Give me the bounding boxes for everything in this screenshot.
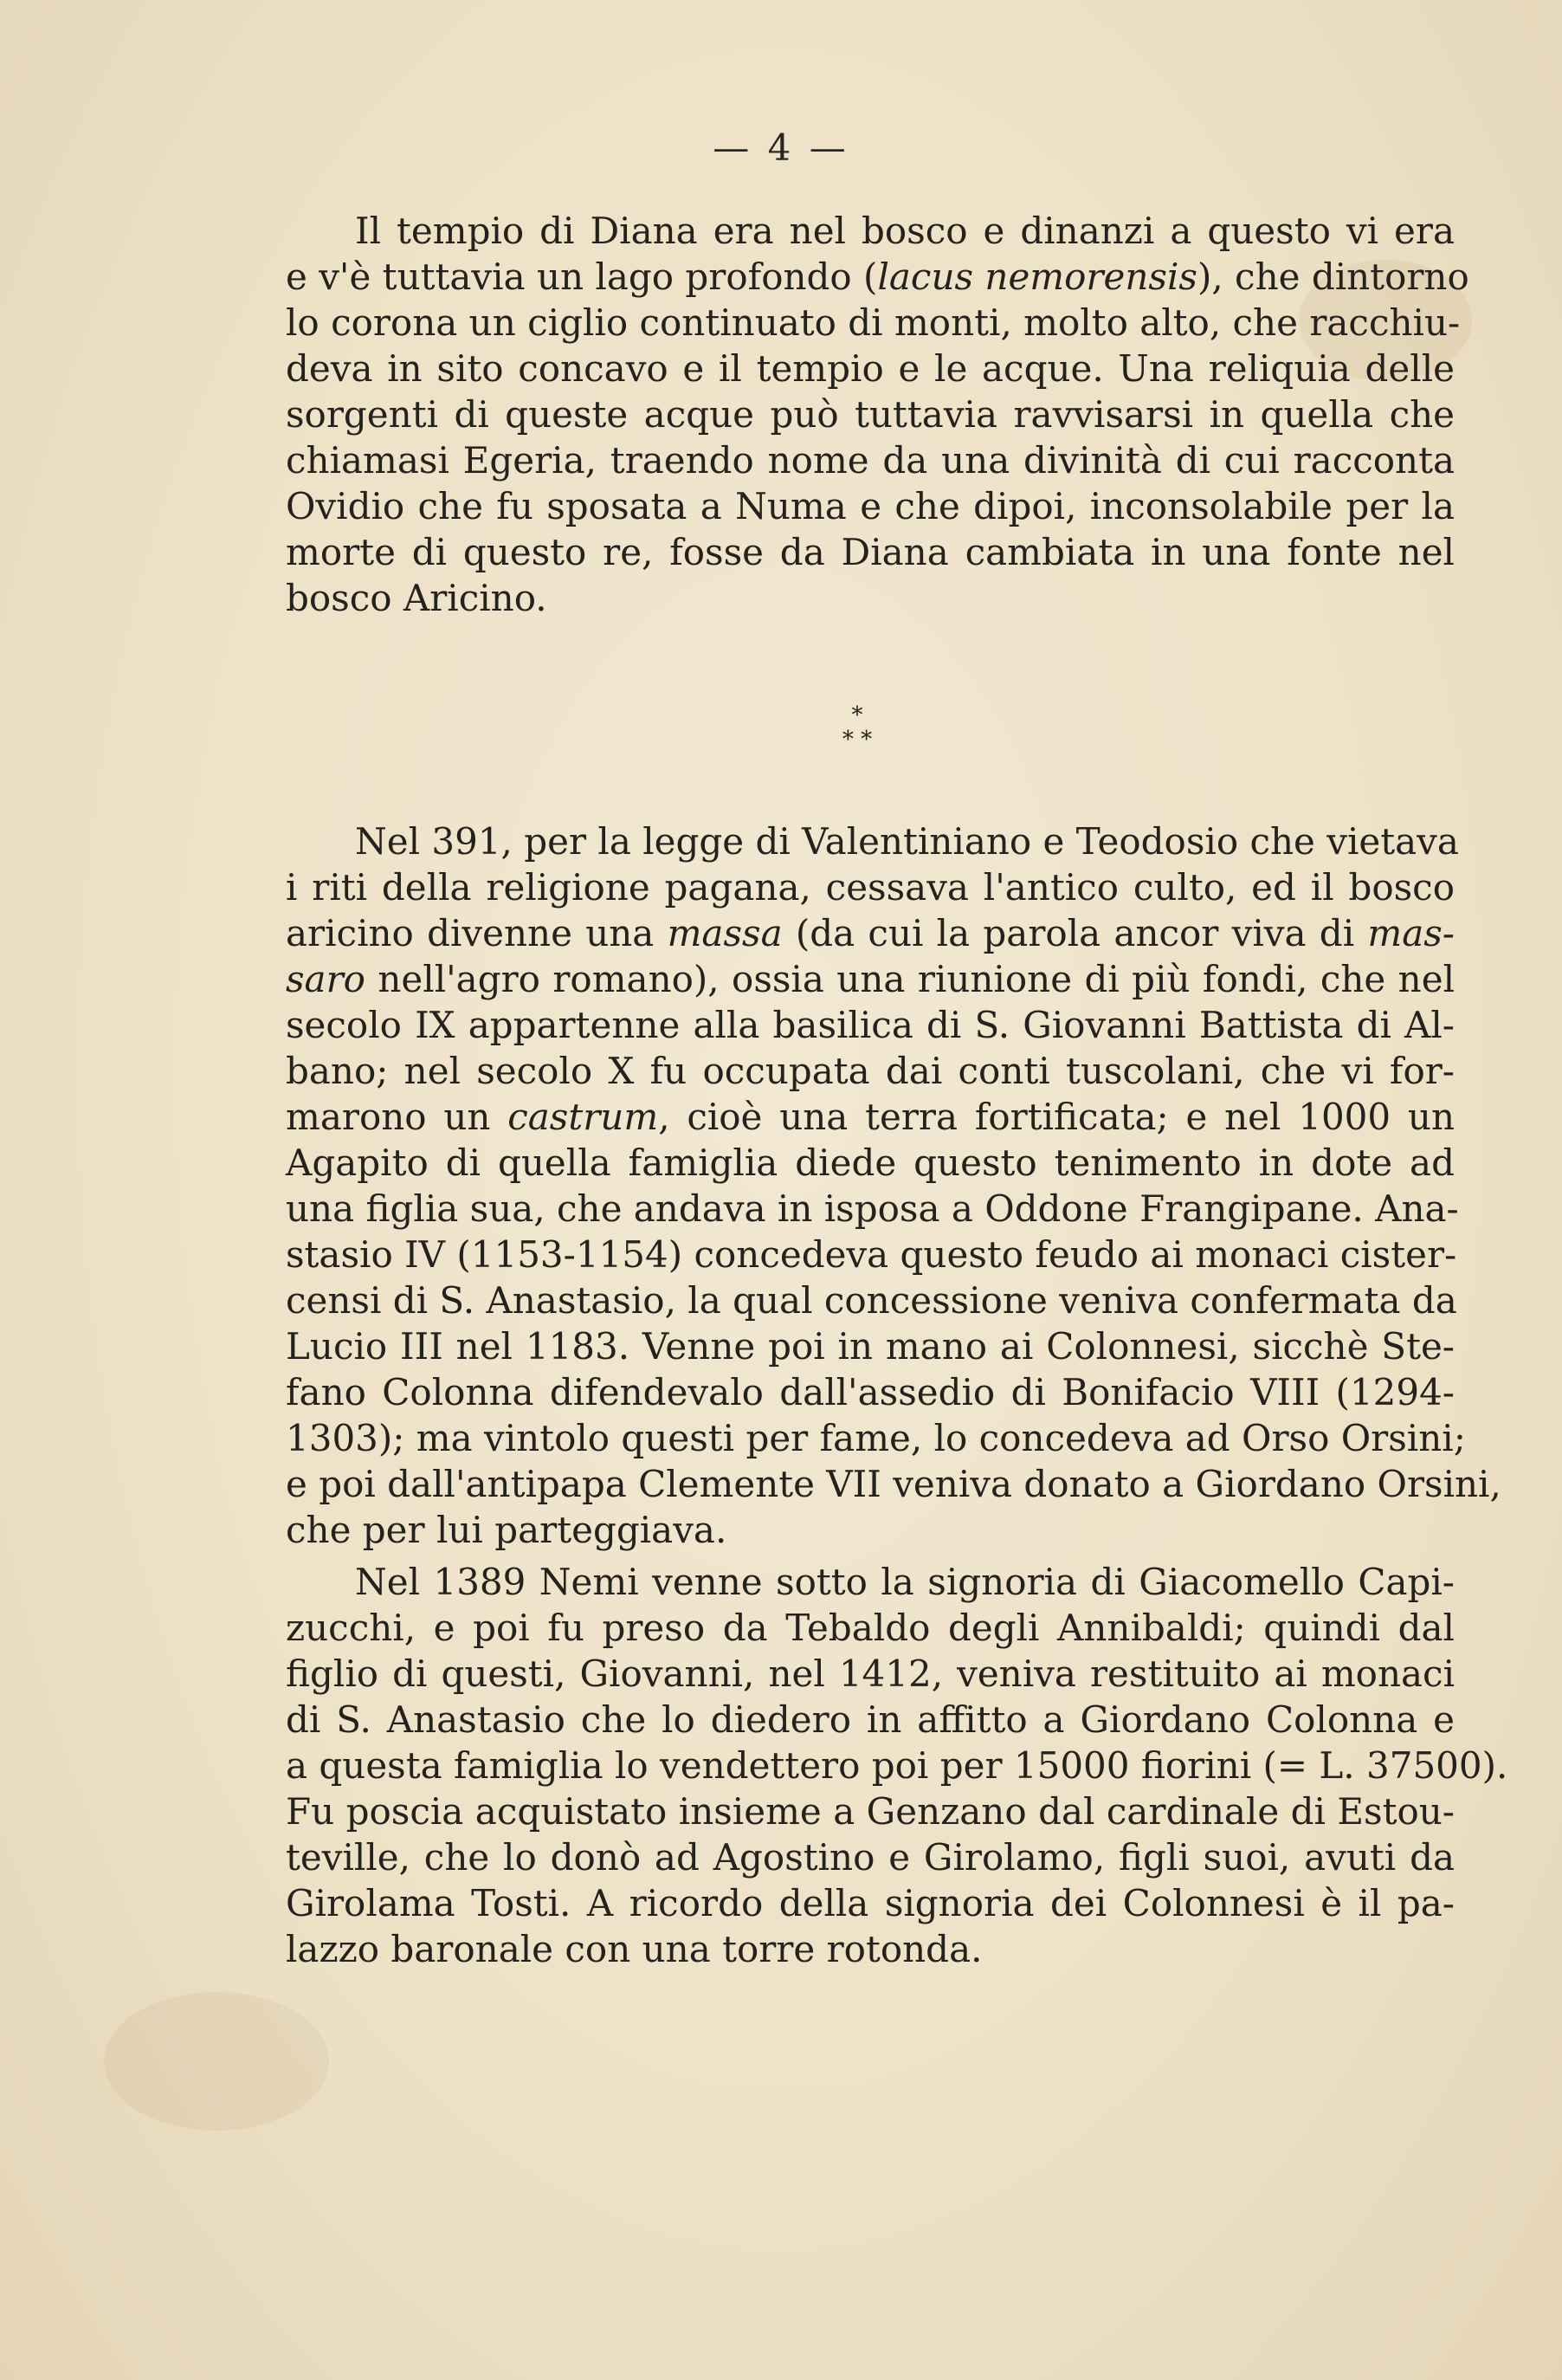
text-line: teville, che lo donò ad Agostino e Girolamo, figli suoi, avuti da	[286, 1836, 1455, 1879]
text-line: che per lui parteggiava.	[286, 1509, 727, 1551]
asterism-divider	[814, 703, 900, 759]
paragraph-diana-temple	[286, 208, 1469, 621]
text-line: Il tempio di Diana era nel bosco e dinanzi a questo vi era	[355, 210, 1455, 252]
text-line: morte di questo re, fosse da Diana cambiata in una fonte nel	[286, 531, 1455, 573]
italic-term: mas-	[1367, 912, 1456, 954]
text-line: secolo IX appartenne alla basilica di S. Giovanni Battista di Al-	[286, 1004, 1455, 1046]
text-line: stasio IV (1153-1154) concedeva questo feudo ai monaci cister-	[286, 1233, 1457, 1276]
text-line: bano; nel secolo X fu occupata dai conti tuscolani, che vi for-	[286, 1050, 1455, 1092]
text-line: Fu poscia acquistato insieme a Genzano dal cardinale di Estou-	[286, 1790, 1455, 1833]
text-line: Lucio III nel 1183. Venne poi in mano ai Colonnesi, sicchè Ste-	[286, 1325, 1455, 1368]
text-line: censi di S. Anastasio, la qual concessione veniva confermata da	[286, 1279, 1457, 1322]
text-line: figlio di questi, Giovanni, nel 1412, veniva restituito ai monaci	[286, 1652, 1455, 1695]
text-line: Agapito di quella famiglia diede questo tenimento in dote ad	[286, 1141, 1455, 1184]
italic-term: castrum	[507, 1096, 659, 1138]
paragraph-history-1389	[286, 1559, 1508, 1972]
italic-term: massa	[667, 912, 783, 954]
text-line: Nel 391, per la legge di Valentiniano e Teodosio che vietava	[355, 820, 1459, 863]
text-line: e poi dall'antipapa Clemente VII veniva donato a Giordano Orsini,	[286, 1463, 1501, 1505]
text-line: a questa famiglia lo vendettero poi per 15000 fiorini (= L. 37500).	[286, 1744, 1508, 1787]
text-line: sorgenti di queste acque può tuttavia ravvisarsi in quella che	[286, 393, 1455, 436]
text-line: 1303); ma vintolo questi per fame, lo concedeva ad Orso Orsini;	[286, 1417, 1466, 1459]
page-number: — 4 —	[713, 126, 849, 169]
text-line: di S. Anastasio che lo diedero in affitto a Giordano Colonna e	[286, 1698, 1455, 1741]
text-line: fano Colonna difendevalo dall'assedio di Bonifacio VIII (1294-	[286, 1371, 1455, 1413]
text-line: Nel 1389 Nemi venne sotto la signoria di Giacomello Capi-	[355, 1561, 1455, 1603]
text-line: bosco Aricino.	[286, 577, 547, 619]
asterism-bottom-stars: * *	[842, 727, 873, 753]
text-line: lazzo baronale con una torre rotonda.	[286, 1928, 983, 1970]
text-line: aricino divenne una massa (da cui la parola ancor viva di mas-	[286, 912, 1456, 954]
text-line: una figlia sua, che andava in isposa a Oddone Frangipane. Ana-	[286, 1187, 1459, 1230]
text-line: deva in sito concavo e il tempio e le acque. Una reliquia delle	[286, 347, 1455, 390]
text-line: saro nell'agro romano), ossia una riunione di più fondi, che nel	[286, 958, 1455, 1000]
text-line: marono un castrum, cioè una terra fortificata; e nel 1000 un	[286, 1096, 1455, 1138]
text-line: i riti della religione pagana, cessava l'antico culto, ed il bosco	[286, 866, 1455, 909]
text-line: lo corona un ciglio continuato di monti, molto alto, che racchiu-	[286, 301, 1461, 344]
italic-term: saro	[286, 958, 365, 1000]
paragraph-history-391	[286, 818, 1501, 1553]
text-line: Ovidio che fu sposata a Numa e che dipoi, inconsolabile per la	[286, 485, 1455, 527]
italic-term: lacus nemorensis	[877, 255, 1197, 298]
text-line: e v'è tuttavia un lago profondo (lacus nemorensis), che dintorno	[286, 255, 1469, 298]
text-line: chiamasi Egeria, traendo nome da una divinità di cui racconta	[286, 439, 1455, 482]
paper-stain	[104, 1992, 329, 2131]
text-line: zucchi, e poi fu preso da Tebaldo degli Annibaldi; quindi dal	[286, 1607, 1455, 1649]
asterism-top-star: *	[851, 702, 863, 728]
text-line: Girolama Tosti. A ricordo della signoria dei Colonnesi è il pa-	[286, 1882, 1455, 1924]
